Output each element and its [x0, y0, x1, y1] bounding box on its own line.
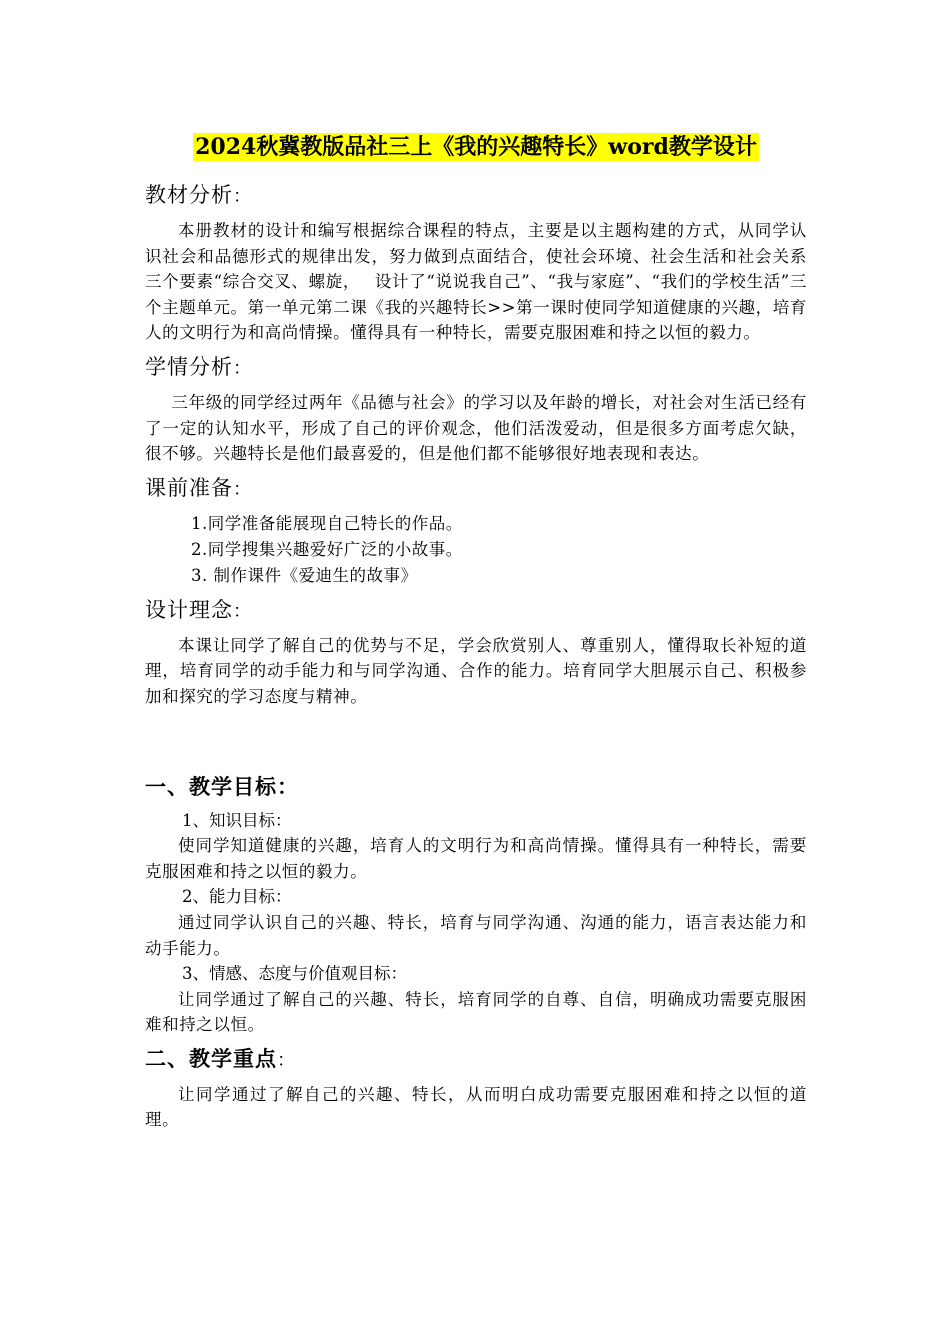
section-spacer — [145, 716, 807, 772]
section-heading-colon: ： — [277, 1049, 296, 1071]
objective-emotion-body: 让同学通过了解自己的兴趣、特长，培育同学的自尊、自信，明确成功需要克服困难和持之以恒。 — [145, 989, 807, 1035]
document-page — [145, 130, 807, 1139]
section-heading-material-text: 教材分析 — [145, 183, 233, 207]
section-heading-preparation — [145, 473, 807, 505]
section-heading-learners — [145, 352, 807, 384]
objective-ability-label: 2、能力目标： — [182, 887, 292, 907]
section-heading-colon: ： — [233, 186, 252, 207]
keypoints-paragraph: 让同学通过了解自己的兴趣、特长，从而明白成功需要克服困难和持之以恒的道理。 — [145, 1084, 807, 1130]
objective-knowledge-label: 1、知识目标： — [182, 810, 292, 830]
section-heading-material — [145, 180, 807, 212]
objective-ability-body: 通过同学认识自己的兴趣、特长，培育与同学沟通、沟通的能力，语言表达能力和动手能力。 — [145, 912, 807, 958]
concept-paragraph: 本课让同学了解自己的优势与不足，学会欣赏别人、尊重别人，懂得取长补短的道理，培育同学的动手能力和与同学沟通、合作的能力。培育同学大胆展示自己、积极参加和探究的学习态度与精神。 — [145, 635, 807, 706]
section-heading-keypoints — [145, 1044, 807, 1076]
objective-knowledge-body: 使同学知道健康的兴趣，培育人的文明行为和高尚情操。懂得具有一种特长，需要克服困难和持之以恒的毅力。 — [145, 836, 807, 881]
section-heading-colon: ： — [233, 478, 252, 500]
section-heading-colon: ： — [233, 600, 252, 622]
section-heading-concept — [145, 595, 807, 627]
material-paragraph: 本册教材的设计和编写根据综合课程的特点，主要是以主题构建的方式，从同学认识社会和品德形式的规律出发，努力做到点面结合，使社会环境、社会生活和社会关系三个要素“综合交叉、螺旋， 设计了“说说我自己”、“我与家庭”、“我们的学校生活”三个主题单元。第一单元第二课《我的兴趣特长>>第一课时使同学知道健康的兴趣，培育人的文明行为和高尚情操。懂得具有一种特长，需要克服困难和持之以恒的毅力。 — [145, 221, 807, 343]
document-title-highlight: 2024秋冀教版品社三上《我的兴趣特长》word教学设计 — [195, 134, 757, 160]
learners-paragraph: 三年级的同学经过两年《品德与社会》的学习以及年龄的增长，对社会对生活已经有了一定的认知水平，形成了自己的评价观念，他们活泼爱动，但是很多方面考虑欠缺，很不够。兴趣特长是他们最喜爱的，但是他们都不能够很好地表现和表达。 — [145, 392, 807, 464]
section-heading-keypoints-text: 二、教学重点 — [145, 1046, 277, 1071]
section-heading-objectives: 一、教学目标： — [145, 774, 299, 799]
section-heading-learners-text: 学情分析 — [145, 354, 233, 379]
objective-emotion-label: 3、情感、态度与价值观目标： — [182, 964, 407, 984]
document-title — [145, 130, 807, 164]
preparation-item: 2.同学搜集兴趣爱好广泛的小故事。 — [191, 539, 463, 559]
preparation-item: 3. 制作课件《爱迪生的故事》 — [191, 565, 418, 585]
preparation-list — [145, 511, 807, 589]
preparation-item: 1.同学准备能展现自己特长的作品。 — [191, 513, 463, 533]
section-heading-colon: ： — [233, 357, 252, 379]
section-heading-concept-text: 设计理念 — [145, 597, 233, 622]
section-heading-preparation-text: 课前准备 — [145, 475, 233, 500]
